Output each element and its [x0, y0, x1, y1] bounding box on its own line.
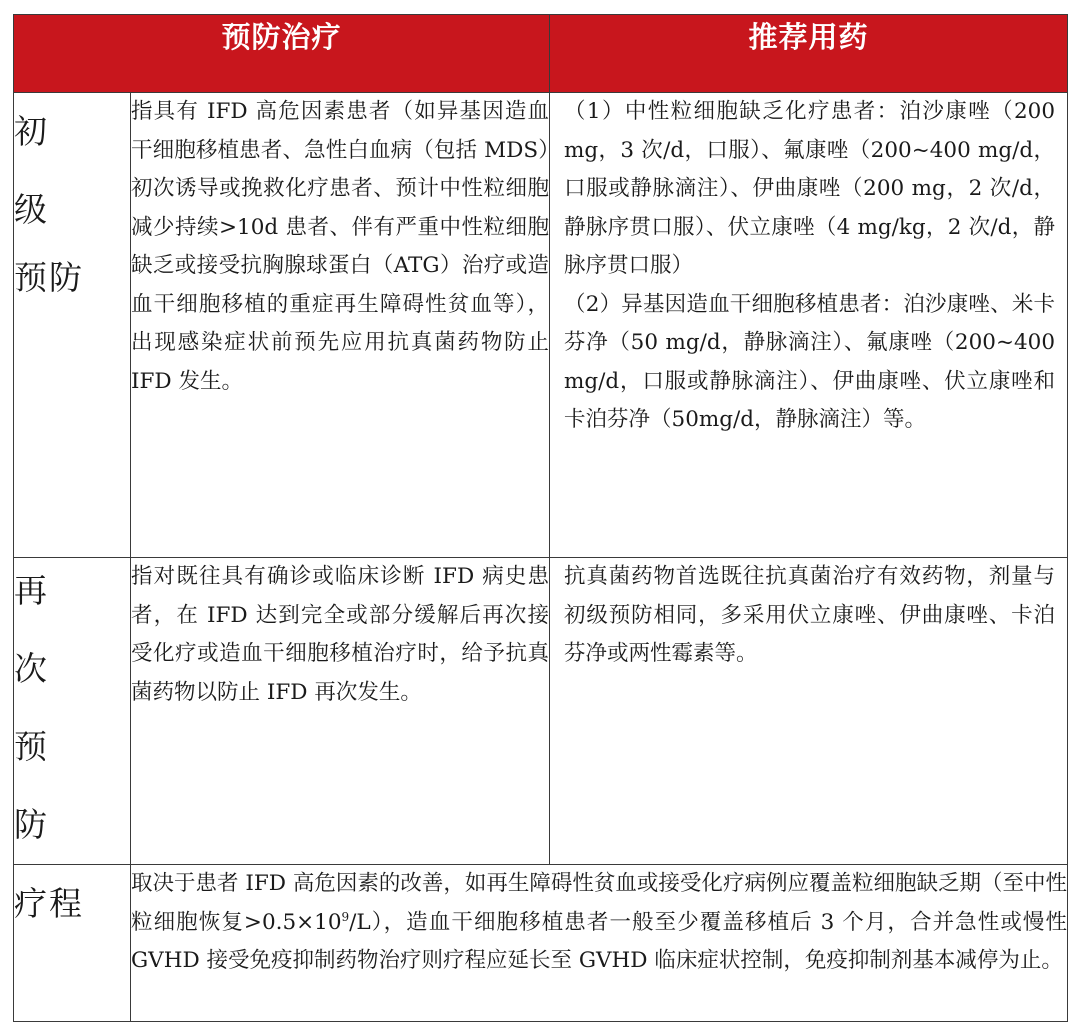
- row-treatment-course: [14, 865, 1068, 1022]
- label-primary-prophylaxis: [14, 93, 131, 558]
- label-line: 初 级: [14, 112, 86, 229]
- course-superscript: 9: [341, 909, 350, 924]
- header-prevention: 预防治疗: [14, 15, 550, 93]
- row-secondary-prophylaxis: [14, 558, 1068, 865]
- drugs-paragraph-2: （2）异基因造血干细胞移植患者：泊沙康唑、米卡芬净（50 mg/d，静脉滴注）、氟康唑（200~400 mg/d，口服或静脉滴注）、伊曲康唑、伏立康唑和卡泊芬净（50mg/d，静脉滴注）等。: [564, 291, 1056, 432]
- label-treatment-course: 疗程: [14, 865, 131, 1022]
- treatment-course-text: [131, 865, 1068, 1022]
- row-primary-prophylaxis: [14, 93, 1068, 558]
- criteria-secondary-prophylaxis: 指对既往具有确诊或临床诊断 IFD 病史患者，在 IFD 达到完全或部分缓解后再次接受化疗或造血干细胞移植治疗时，给予抗真菌药物以防止 IFD 再次发生。: [131, 558, 550, 865]
- drugs-secondary-prophylaxis: 抗真菌药物首选既往抗真菌治疗有效药物，剂量与初级预防相同，多采用伏立康唑、伊曲康唑、卡泊芬净或两性霉素等。: [550, 558, 1068, 865]
- course-text-part1: 取决于患者 IFD 高危因素的改善，如再生障碍性贫血或接受化疗病例应覆盖粒细胞缺乏期（至中性粒细胞恢复>0.5×10: [131, 871, 1068, 935]
- drugs-paragraph-1: （1）中性粒细胞缺乏化疗患者：泊沙康唑（200 mg，3 次/d，口服）、氟康唑（200~400 mg/d，口服或静脉滴注）、伊曲康唑（200 mg，2 次/d，静脉序贯口服）、伏立康唑（4 mg/kg，2 次/d，静脉序贯口服）: [564, 99, 1056, 278]
- header-recommended-drugs: 推荐用药: [550, 15, 1068, 93]
- course-text-part2: /L），造血干细胞移植患者一般至少覆盖移植后 3 个月，合并急性或慢性 GVHD 接受免疫抑制药物治疗则疗程应延长至 GVHD 临床症状控制，免疫抑制剂基本减停为止。: [131, 909, 1068, 973]
- label-line: 预防: [14, 258, 84, 297]
- criteria-primary-prophylaxis: 指具有 IFD 高危因素患者（如异基因造血干细胞移植患者、急性白血病（包括 MDS）初次诱导或挽救化疗患者、预计中性粒细胞减少持续>10d 患者、伴有严重中性粒细胞缺乏或接受抗胸腺球蛋白（ATG）治疗或造血干细胞移植的重症再生障碍性贫血等），出现感染症状前预先应用抗真菌药物防止 IFD 发生。: [131, 93, 550, 558]
- label-secondary-prophylaxis: [14, 558, 131, 865]
- prophylaxis-table: [13, 14, 1068, 1022]
- drugs-primary-prophylaxis: [550, 93, 1068, 558]
- header-row: [14, 15, 1068, 93]
- label-line: 预 防: [14, 727, 86, 844]
- label-line: 再 次: [14, 571, 86, 688]
